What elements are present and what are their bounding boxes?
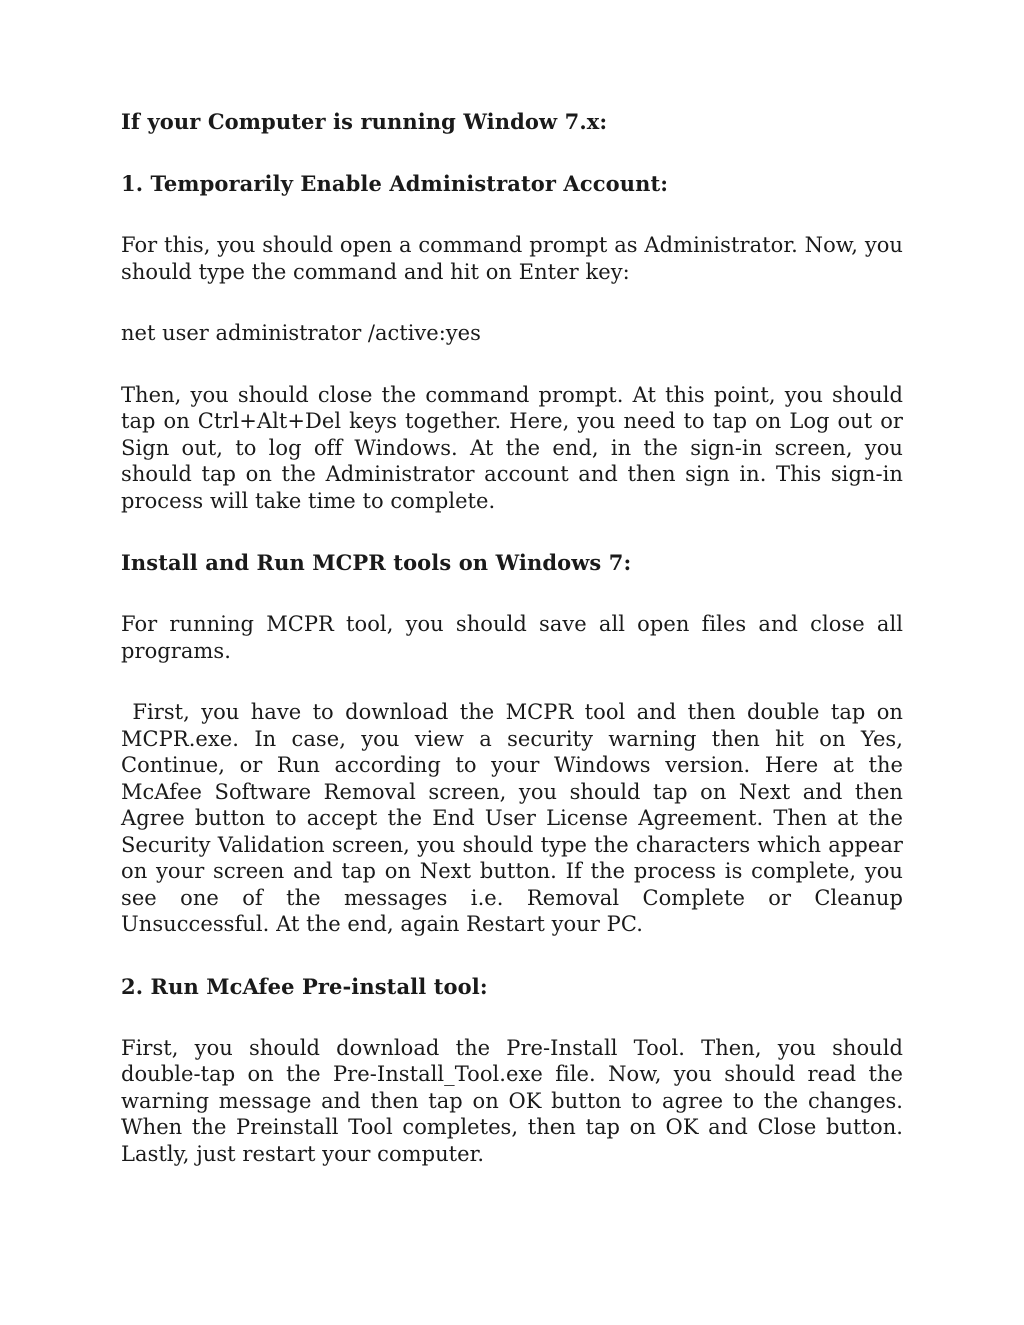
command-text: net user administrator /active:yes bbox=[121, 321, 481, 345]
paragraph-close-prompt: Then, you should close the command prompt. At this point, you should tap on Ctrl+Alt+Del keys together. Here, you need to tap on Log out or Sign out, to log off Windows. At the end, in the sign-in screen, you should tap on the Administrator account and then sign in. This sign-in process will take time to complete. bbox=[121, 382, 903, 513]
heading-mcpr: Install and Run MCPR tools on Windows 7: bbox=[121, 550, 632, 575]
paragraph-open-prompt: For this, you should open a command prompt as Administrator. Now, you should type the command and hit on Enter key: bbox=[121, 233, 903, 284]
paragraph-preinstall: First, you should download the Pre-Install Tool. Then, you should double-tap on the Pre-Install_Tool.exe file. Now, you should read the warning message and then tap on OK button to agree to the changes. When the Preinstall Tool completes, then tap on OK and Close button. Lastly, just restart your computer. bbox=[121, 1035, 903, 1166]
heading-preinstall: 2. Run McAfee Pre-install tool: bbox=[121, 973, 488, 999]
heading-windows7: If your Computer is running Window 7.x: bbox=[121, 109, 608, 134]
heading-enable-admin: 1. Temporarily Enable Administrator Account: bbox=[121, 171, 669, 196]
paragraph-mcpr-steps: First, you have to download the MCPR tool and then double tap on MCPR.exe. In case, you view a security warning then hit on Yes, Continue, or Run according to your Windows version. Here at the McAfee Software Removal screen, you should tap on Next and then Agree button to accept the End User License Agreement. Then at the Security Validation screen, you should type the characters which appear on your screen and tap on Next button. If the process is complete, you see one of the messages i.e. Removal Complete or Cleanup Unsuccessful. At the end, again Restart your PC. bbox=[121, 700, 910, 936]
document-page bbox=[121, 108, 910, 1167]
paragraph-mcpr-intro: For running MCPR tool, you should save all open files and close all programs. bbox=[121, 612, 903, 663]
